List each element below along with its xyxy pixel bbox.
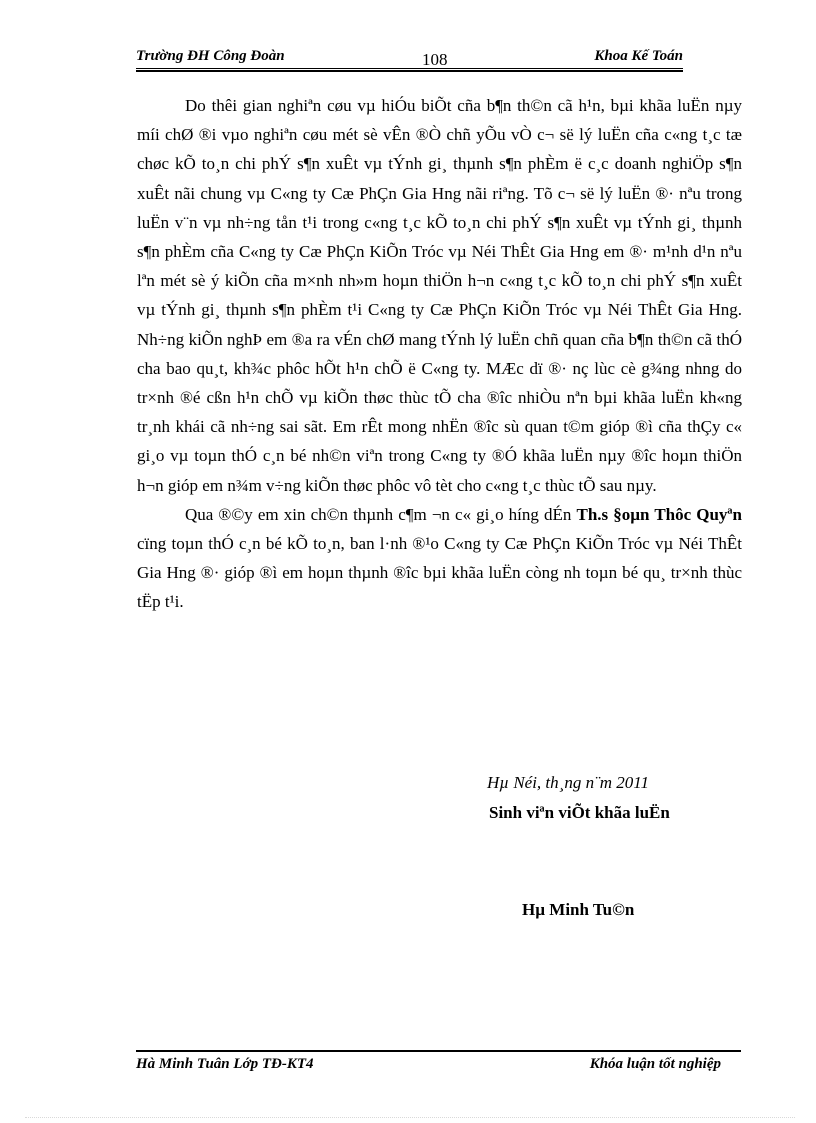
paragraph-1: Do thêi gian nghiªn cøu vµ hiÓu biÕt cña b¶n th©n cã h¹n, bµi khãa luËn nµy míi chØ ®i vµo nghiªn cøu mét sè vÊn ®Ò chñ yÕu vÒ c¬ së lý luËn cña c«ng t¸c tæ chøc kÕ to¸n chi phÝ s¶n xuÊt vµ tÝnh gi¸ thµnh s¶n phÈm ë c¸c doanh nghiÖp s¶n xuÊt nãi chung vµ C«ng ty Cæ PhÇn Gia Hng nãi riªng. Tõ c¬ së lý luËn ®· nªu trong luËn v¨n vµ nh÷ng tån t¹i trong c«ng t¸c kÕ to¸n chi phÝ s¶n xuÊt vµ tÝnh gi¸ thµnh s¶n phÈm cña C«ng ty Cæ PhÇn KiÕn Tróc vµ Néi ThÊt Gia Hng em ®· m¹nh d¹n nªu lªn mét sè ý kiÕn cña m×nh nh»m hoµn thiÖn h¬n c«ng t¸c kÕ to¸n chi phÝ s¶n xuÊt vµ tÝnh gi¸ thµnh s¶n phÈm t¹i C«ng ty Cæ PhÇn KiÕn Tróc vµ Néi ThÊt Gia Hng. Nh÷ng kiÕn nghÞ em ®a ra vÉn chØ mang tÝnh lý luËn chñ quan cña b¶n th©n cã thÓ cha bao qu¸t, kh¾c phôc hÕt h¹n chÕ ë C«ng ty. MÆc dï ®· nç lùc cè g¾ng nhng do tr×nh ®é cßn h¹n chÕ vµ kiÕn thøc thùc tÕ cha ®îc nhiÒu nªn bµi khãa luËn kh«ng tr¸nh khái cã nh÷ng sai sãt. Em rÊt mong nhËn ®îc sù quan t©m gióp ®ì cña thÇy c« gi¸o vµ toµn thÓ c¸n bé nh©n viªn trong C«ng ty ®Ó khãa luËn nµy ®îc hoµn thiÖn h¬n gióp em n¾m v÷ng kiÕn thøc phôc vô tèt cho c«ng t¸c thùc tÕ sau nµy. xyxy=(137,96,742,495)
body-text xyxy=(137,91,742,617)
header-rule-thick xyxy=(136,70,683,72)
header-faculty: Khoa Kế Toán xyxy=(594,48,683,64)
header-school: Trường ĐH Công Đoàn xyxy=(136,48,285,64)
footer-author-class: Hà Minh Tuân Lớp TĐ-KT4 xyxy=(136,1056,314,1072)
header-rule xyxy=(136,68,683,69)
footer-rule xyxy=(136,1050,741,1052)
page-edge-divider xyxy=(25,1117,795,1118)
signature-name: Hµ Minh Tu©n xyxy=(522,900,635,919)
paragraph-2-part-1: Qua ®©y em xin ch©n thµnh c¶m ¬n c« gi¸o híng dÉn xyxy=(185,504,577,524)
paragraph-2-part-2: cïng toµn thÓ c¸n bé kÕ to¸n, ban l·nh ®¹o C«ng ty Cæ PhÇn KiÕn Tróc vµ Néi ThÊt Gia Hng ®· gióp ®ì em hoµn thµnh ®îc bµi khãa luËn còng nh toµn bé qu¸ tr×nh thùc tËp t¹i. xyxy=(137,534,742,612)
footer-doc-type: Khóa luận tốt nghiệp xyxy=(589,1056,721,1072)
signature-place-date: Hµ Néi, th¸ng n¨m 2011 xyxy=(487,773,649,792)
advisor-name: Th.s §oµn Thôc Quyªn xyxy=(576,504,742,524)
page-header xyxy=(136,48,683,68)
page-footer xyxy=(136,1056,721,1076)
page-number: 108 xyxy=(422,50,448,69)
paragraph-2 xyxy=(137,500,742,617)
signature-role: Sinh viªn viÕt khãa luËn xyxy=(489,803,670,822)
